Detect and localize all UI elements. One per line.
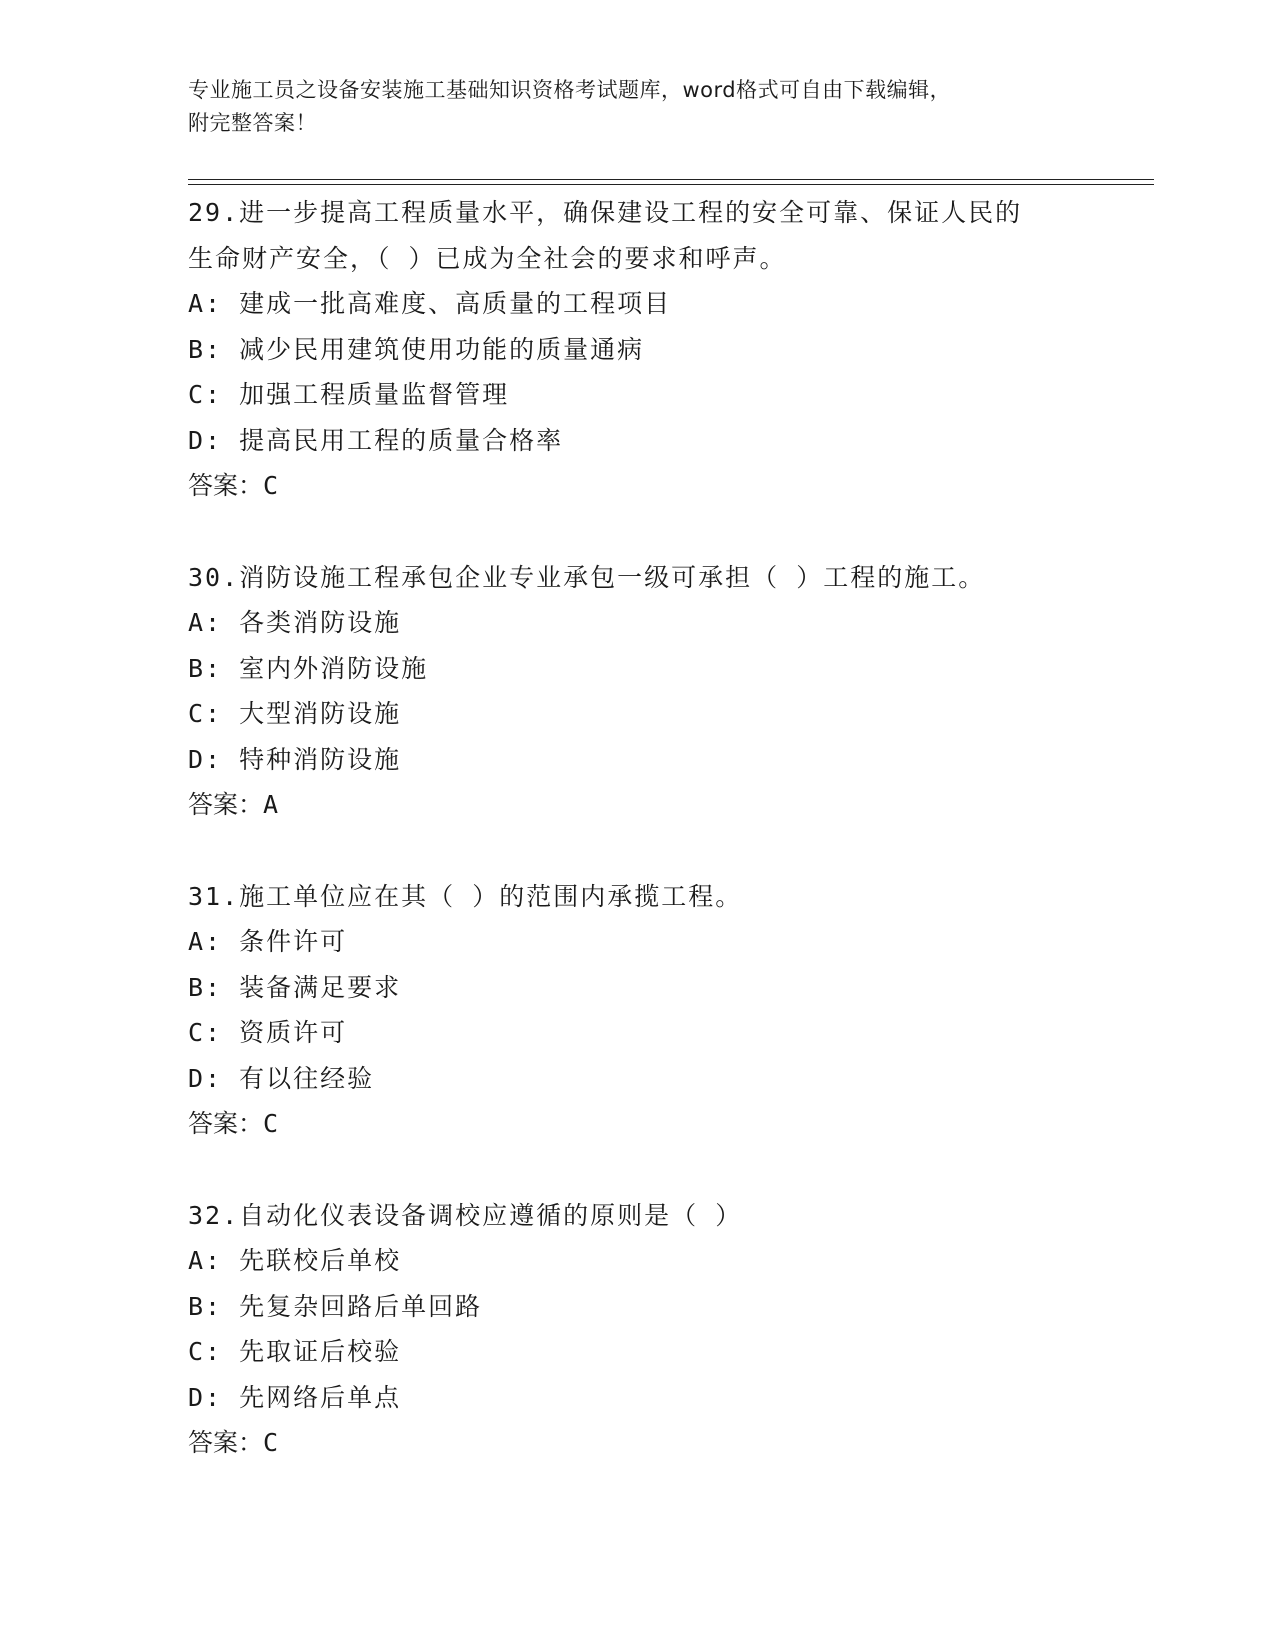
stem-line: 生命财产安全，（ ）已成为全社会的要求和呼声。 [188, 243, 787, 273]
answer-label: 答案： [188, 790, 264, 819]
option-b: B: 先复杂回路后单回路 [188, 1291, 483, 1321]
answer [188, 463, 1148, 509]
option-b: B: 室内外消防设施 [188, 653, 429, 683]
header-divider-bottom [188, 184, 1154, 185]
option-c: C: 先取证后校验 [188, 1337, 402, 1366]
option-a: A: 各类消防设施 [188, 608, 402, 637]
answer [188, 1101, 1148, 1147]
answer [188, 1420, 1148, 1466]
header-line-1: 专业施工员之设备安装施工基础知识资格考试题库，word格式可自由下载编辑， [188, 78, 952, 102]
answer-value: C [263, 471, 279, 500]
answer-label: 答案： [188, 1109, 264, 1138]
stem-line: 31.施工单位应在其（ ）的范围内承揽工程。 [188, 881, 743, 911]
question-stem [188, 874, 1148, 920]
answer-label: 答案： [188, 471, 264, 500]
option-d: D: 有以往经验 [188, 1063, 375, 1093]
header-line-2: 附完整答案！ [188, 111, 317, 135]
answer-value: C [263, 1428, 279, 1457]
option-b: B: 装备满足要求 [188, 972, 402, 1002]
option-a: A: 条件许可 [188, 927, 348, 956]
option-a: A: 建成一批高难度、高质量的工程项目 [188, 289, 672, 318]
stem-line: 29.进一步提高工程质量水平，确保建设工程的安全可靠、保证人民的 [188, 198, 1023, 227]
option-c: C: 加强工程质量监督管理 [188, 380, 510, 409]
document-header [188, 74, 1068, 140]
question-stem [188, 190, 1148, 281]
stem-line: 30.消防设施工程承包企业专业承包一级可承担（ ）工程的施工。 [188, 562, 986, 592]
question-30 [188, 555, 1148, 828]
option-d: D: 提高民用工程的质量合格率 [188, 425, 564, 455]
question-list [188, 190, 1148, 1512]
answer-label: 答案： [188, 1428, 264, 1457]
stem-line: 32.自动化仪表设备调校应遵循的原则是（ ） [188, 1200, 743, 1230]
question-29 [188, 190, 1148, 509]
question-stem [188, 555, 1148, 601]
question-stem [188, 1193, 1148, 1239]
header-divider-top [188, 179, 1154, 180]
option-c: C: 资质许可 [188, 1018, 348, 1047]
option-a: A: 先联校后单校 [188, 1246, 402, 1275]
option-d: D: 先网络后单点 [188, 1382, 402, 1412]
question-31 [188, 874, 1148, 1147]
answer-value: C [263, 1109, 279, 1138]
answer [188, 782, 1148, 828]
option-b: B: 减少民用建筑使用功能的质量通病 [188, 334, 645, 364]
option-d: D: 特种消防设施 [188, 744, 402, 774]
question-32 [188, 1193, 1148, 1466]
answer-value: A [263, 790, 279, 819]
option-c: C: 大型消防设施 [188, 699, 402, 728]
